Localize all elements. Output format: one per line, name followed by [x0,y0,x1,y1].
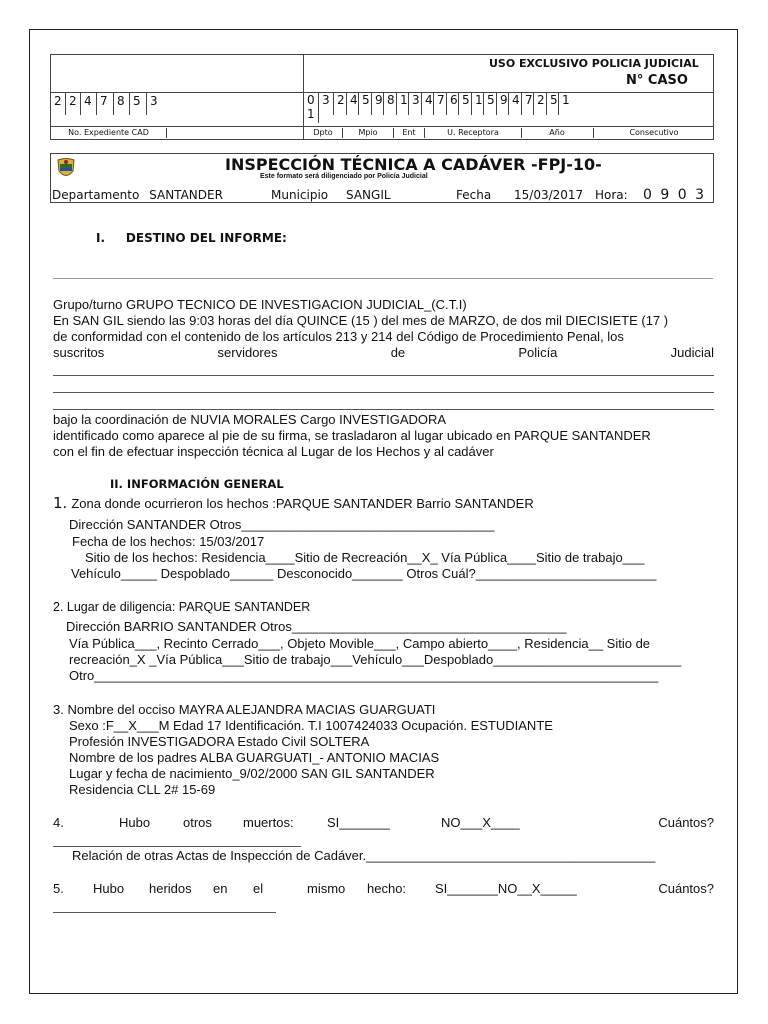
ent-label: Ent [394,128,425,138]
location-line [52,188,628,202]
item-3: 3. Nombre del occiso MAYRA ALEJANDRA MACIAS GUARGUATI [53,702,436,717]
caso-digit: 3 [319,93,334,115]
expediente-digit: 8 [114,93,130,115]
item-4-word: NO___X____ [441,815,520,830]
departamento-label: Departamento [52,188,140,202]
caso-digit: 4 [347,93,359,115]
caso-digit: 3 [409,93,422,115]
departamento-value: SANTANDER [149,188,223,202]
section-2-heading: II. INFORMACIÓN GENERAL [110,477,284,491]
item-1-text: Zona donde ocurrieron los hechos :PARQUE SANTANDER Barrio SANTANDER [71,496,534,511]
caso-digit: 1 [562,93,570,107]
intro-line-2: de conformidad con el contenido de los artículos 213 y 214 del Código de Procedimiento Penal, los [53,329,624,344]
coordinacion-line: bajo la coordinación de NUVIA MORALES Cargo INVESTIGADORA [53,412,447,427]
sitio-hechos-line: Sitio de los hechos: Residencia____Sitio de Recreación__X_ Vía Pública____Sitio de trabajo___ [85,550,645,565]
justified-word: Policía [518,345,558,360]
form-title: INSPECCIÓN TÉCNICA A CADÁVER -FPJ-10- [225,155,602,174]
item-4 [53,815,714,831]
nacimiento-line: Lugar y fecha de nacimiento_9/02/2000 SAN GIL SANTANDER [69,766,435,781]
item-5-word: mismo [307,881,346,896]
uso-exclusivo-label: USO EXCLUSIVO POLICIA JUDICIAL [489,57,699,70]
section-1-heading: I. DESTINO DEL INFORME: [96,231,287,245]
expediente-digit: 2 [66,93,81,115]
caso-digit: 0 1 [304,93,319,123]
blank-line [53,912,276,913]
caso-digit: 6 [447,93,459,115]
otro-line: Otro______________________________________________________________________________ [69,668,659,683]
form-subtitle: Este formato será diligenciado por Policía Judicial [260,173,428,180]
hora-label: Hora: [595,188,628,202]
anio-label: Año [549,128,565,137]
item-5-word: Cuántos? [658,881,714,896]
recreacion-line: recreación_X _Vía Pública___Sitio de trabajo___Vehículo___Despoblado__________________________ [69,652,682,667]
caso-digit: 8 [384,93,397,115]
blank-line [53,375,714,376]
receptora-label: U. Receptora [425,128,522,138]
grupo-turno: Grupo/turno GRUPO TECNICO DE INVESTIGACION JUDICIAL_(C.T.I) [53,297,467,312]
item-5 [53,881,714,897]
expediente-digit: 7 [97,93,114,115]
caso-digit: 1 [472,93,484,115]
mpio-label: Mpio [343,128,394,138]
item-4-word: otros [183,815,212,830]
title-box [50,153,714,203]
item-4-word: SI_______ [327,815,390,830]
blank-line [53,846,301,847]
caso-digit: 9 [497,93,509,115]
expediente-digit: 3 [150,94,158,108]
divider [53,278,713,279]
caso-digit: 9 [372,93,384,115]
caso-digit: 2 [534,93,547,115]
relacion-line: Relación de otras Actas de Inspección de Cadáver.________________________________________ [72,848,656,863]
padres-line: Nombre de los padres ALBA GUARGUATI_- ANTONIO MACIAS [69,750,440,765]
vehiculo-line: Vehículo_____ Despoblado______ Desconocido_______ Otros Cuál?_________________________ [71,566,657,581]
direccion-line: Dirección SANTANDER Otros___________________________________ [69,517,495,532]
caso-digit: 7 [522,93,534,115]
fin-line: con el fin de efectuar inspección técnica al Lugar de los Hechos y al cadáver [53,444,494,459]
expediente-label: No. Expediente CAD [51,128,167,138]
item-5-word: el [253,881,264,896]
fecha-value: 15/03/2017 [514,188,584,202]
item-1-number: 1. [53,494,68,512]
intro-line-1: En SAN GIL siendo las 9:03 horas del día QUINCE (15 ) del mes de MARZO, de dos mil DIECISIETE (17 ) [53,313,669,328]
case-header-box [50,54,714,140]
caso-digit: 1 [397,93,409,115]
item-4-word: Hubo [119,815,151,830]
item-4-word: 4. [53,815,64,830]
blank-line [53,392,714,393]
caso-digit: 4 [422,93,434,115]
caso-digits [304,93,629,123]
expediente-digit: 5 [130,93,147,115]
fecha-hechos-line: Fecha de los hechos: 15/03/2017 [72,534,265,549]
hora-value: 0 9 0 3 [643,187,706,203]
item-4-word: muertos: [243,815,294,830]
item-2: 2. Lugar de diligencia: PARQUE SANTANDER [53,600,311,614]
via-publica-line: Vía Pública___, Recinto Cerrado___, Objeto Movible___, Campo abierto____, Residencia__ Sitio de [69,636,651,651]
caso-digit: 7 [434,93,447,115]
fecha-label: Fecha [456,188,492,202]
justified-word: suscritos [53,345,105,360]
justified-word: de [390,345,406,360]
expediente-digits [51,93,165,115]
item-5-word: 5. [53,881,64,896]
item-5-word: Hubo [93,881,125,896]
blank-line [53,409,714,410]
identificado-line: identificado como aparece al pie de su firma, se trasladaron al lugar ubicado en PARQUE SANTANDER [53,428,651,443]
item-5-word: heridos [149,881,192,896]
intro-line-3 [53,345,714,361]
item-1 [53,494,534,513]
dpto-label: Dpto [304,128,343,138]
justified-word: servidores [217,345,278,360]
profesion-line: Profesión INVESTIGADORA Estado Civil SOLTERA [69,734,370,749]
item-4-word: Cuántos? [658,815,714,830]
expediente-digit: 4 [81,93,97,115]
caso-digit: 5 [359,93,372,115]
item-5-word: en [213,881,228,896]
municipio-value: SANGIL [346,188,391,202]
caso-digit: 5 [484,93,497,115]
item-5-word: hecho: [367,881,407,896]
caso-label: N° CASO [626,73,688,88]
residencia-line: Residencia CLL 2# 15-69 [69,782,216,797]
caso-digit: 5 [459,93,472,115]
barrio-line: Dirección BARRIO SANTANDER Otros______________________________________ [66,619,567,634]
consecutivo-label: Consecutivo [593,128,714,138]
caso-digit: 5 [547,93,559,115]
municipio-label: Municipio [271,188,329,202]
expediente-digit: 2 [51,93,66,115]
coat-of-arms-icon [54,157,78,181]
item-5-word: SI_______NO__X_____ [435,881,577,896]
justified-word: Judicial [670,345,714,360]
caso-digit: 4 [509,93,522,115]
caso-digit: 2 [334,93,347,115]
sexo-line: Sexo :F__X___M Edad 17 Identificación. T.I 1007424033 Ocupación. ESTUDIANTE [69,718,553,733]
